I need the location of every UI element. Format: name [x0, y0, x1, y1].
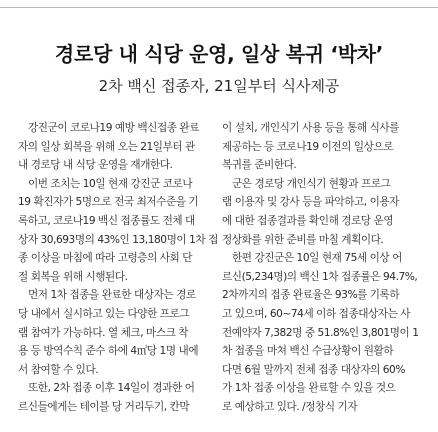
body-line: 이 설치, 개인식기 사용 등을 통해 식사를 — [222, 122, 399, 134]
body-line: 록하고, 코로나19 백신 접종률도 전체 대 — [18, 214, 195, 227]
body-line: 전예약자 7,382명 중 51.8%인 3,801명이 1 — [222, 326, 419, 339]
body-line: 제공하는 등 코로나19 이전의 일상으로 — [222, 140, 394, 153]
body-line: 내 경로당 내 식당 운영을 재개한다. — [18, 159, 173, 172]
body-line: 상자 30,693명의 43%인 13,180명이 1차 접 — [18, 233, 218, 246]
body-line: 르신(5,234명)의 백신 1차 접종률은 94.7%, — [222, 270, 418, 283]
article-subheadline: 2차 백신 접종자, 21일부터 식사제공 — [98, 77, 340, 95]
body-line: 정상화를 위한 준비를 마칠 계획이다. — [222, 233, 384, 246]
article-headline: 경로당 내 식당 운영, 일상 복귀 ‘박차’ — [54, 42, 384, 66]
body-line-byline: 로 예상하고 있다. /정창식 기자 — [222, 400, 358, 413]
body-line: 자의 일상 회복을 위해 오는 21일부터 관 — [18, 140, 195, 153]
body-line: 램 이용자 및 강사 등을 파악하고, 이용자 — [222, 196, 399, 209]
body-line: 2차까지의 접종 완료율은 93%를 기록하 — [222, 289, 400, 302]
body-line: 이번 조치는 10일 현재 강진군 코로나 — [28, 177, 193, 190]
article-body-right-column — [222, 119, 422, 417]
body-line: 또한, 2차 접종 이후 14일이 경과한 어 — [28, 382, 195, 395]
body-line: 차 접종을 마쳐 백신 수급상황이 원활하 — [222, 345, 394, 358]
body-line: 절 회복을 위해 시행된다. — [18, 270, 128, 283]
body-line: 용 등 방역수칙 준수 하에 4㎡당 1명 내에 — [18, 345, 199, 358]
body-line: 고 있으며, 60~74세 이하 접종대상자는 사 — [222, 307, 411, 320]
body-line: 19 확진자가 5명으로 전국 최저수준을 기 — [18, 196, 199, 209]
body-line: 가 1차 접종 이상을 완료할 수 있을 것으 — [222, 382, 396, 395]
body-line: 서 참여할 수 있다. — [18, 363, 99, 376]
body-line: 다면 6월 말까지 전체 접종 대상자의 60% — [222, 363, 405, 376]
body-line: 한편 강진군은 10일 현재 75세 이상 어 — [232, 252, 402, 265]
article-body-left-column — [18, 119, 218, 417]
body-line: 종 이상을 마침에 따라 고령층의 사회 단 — [18, 252, 193, 265]
body-line: 강진군이 코로나19 예방 백신접종 완료 — [28, 122, 200, 134]
body-line: 램 참여가 가능하다. 열 체크, 마스크 착 — [18, 326, 189, 339]
body-line: 먼저 1차 접종을 완료한 대상자는 경로 — [28, 289, 196, 302]
body-line: 군은 경로당 개인식기 현황과 프로그 — [232, 177, 391, 190]
body-line: 당 내에서 실시하고 있는 다양한 프로그 — [18, 307, 190, 320]
body-line: 에 대한 접종결과를 확인해 경로당 운영 — [222, 214, 394, 227]
body-line: 복귀를 준비한다. — [222, 159, 297, 172]
top-rule — [0, 7, 438, 8]
body-line: 르신들에게는 테이블 당 거리두기, 칸막 — [18, 400, 190, 413]
